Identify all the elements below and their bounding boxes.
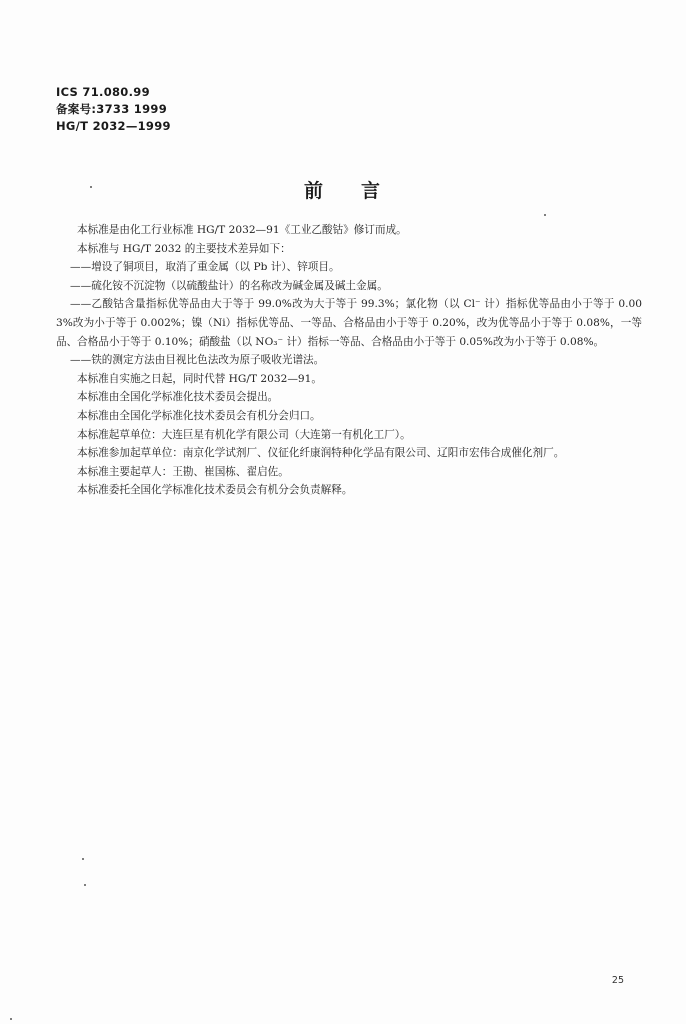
paragraph-replacement: 本标准自实施之日起，同时代替 HG/T 2032—91。 [77,372,323,385]
scan-speck [90,186,92,188]
paragraph-differences-intro: 本标准与 HG/T 2032 的主要技术差异如下： [77,242,291,255]
scan-speck [84,884,86,886]
ics-code: ICS 71.080.99 [56,85,150,99]
standard-number: HG/T 2032—1999 [56,119,171,133]
paragraph-proposed-by: 本标准由全国化学标准化技术委员会提出。 [77,391,279,404]
difference-item-alkali: ——硫化铵不沉淀物（以硫酸盐计）的名称改为碱金属及碱土金属。 [70,279,388,292]
scan-speck [10,1018,12,1020]
scan-speck [82,858,84,860]
record-number: 备案号:3733 1999 [56,102,168,116]
paragraph-interpretation: 本标准委托全国化学标准化技术委员会有机分会负责解释。 [77,484,353,497]
difference-item-copper: ——增设了铜项目，取消了重金属（以 Pb 计）、锌项目。 [70,261,340,274]
paragraph-drafting-unit: 本标准起草单位：大连巨星有机化学有限公司（大连第一有机化工厂）。 [77,428,411,441]
foreword-body [56,221,642,500]
page-title: 前言 [303,180,418,202]
paragraph-origin: 本标准是由化工行业标准 HG/T 2032—91《工业乙酸钴》修订而成。 [77,224,407,236]
difference-item-iron-method: ——铁的测定方法由目视比色法改为原子吸收光谱法。 [70,354,325,367]
difference-item-content: ——乙酸钴含量指标优等品由大于等于 99.0%改为大于等于 99.3%；氯化物（以 Cl⁻ 计）指标优等品由小于等于 0.003%改为小于等于 0.002%；镍（Ni）指标优等品、一等品、合格品由小于等于 0.20%，改为优等品小于等于 0.08%，一等品、合格品小于等于 0.10%；硝酸盐（以 NO₃⁻ 计）指标一等品、合格品由小于等于 0.05%改为小于等于 0.08%。 [56,298,642,348]
paragraph-administered-by: 本标准由全国化学标准化技术委员会有机分会归口。 [77,409,321,422]
paragraph-participating-units: 本标准参加起草单位：南京化学试剂厂、仪征化纤康润特种化学品有限公司、辽阳市宏伟合成催化剂厂。 [77,447,565,460]
page-number: 25 [611,975,624,986]
standard-header [56,84,171,135]
scan-speck [544,214,546,216]
paragraph-drafters: 本标准主要起草人：王勘、崔国栋、翟启佐。 [77,465,289,478]
